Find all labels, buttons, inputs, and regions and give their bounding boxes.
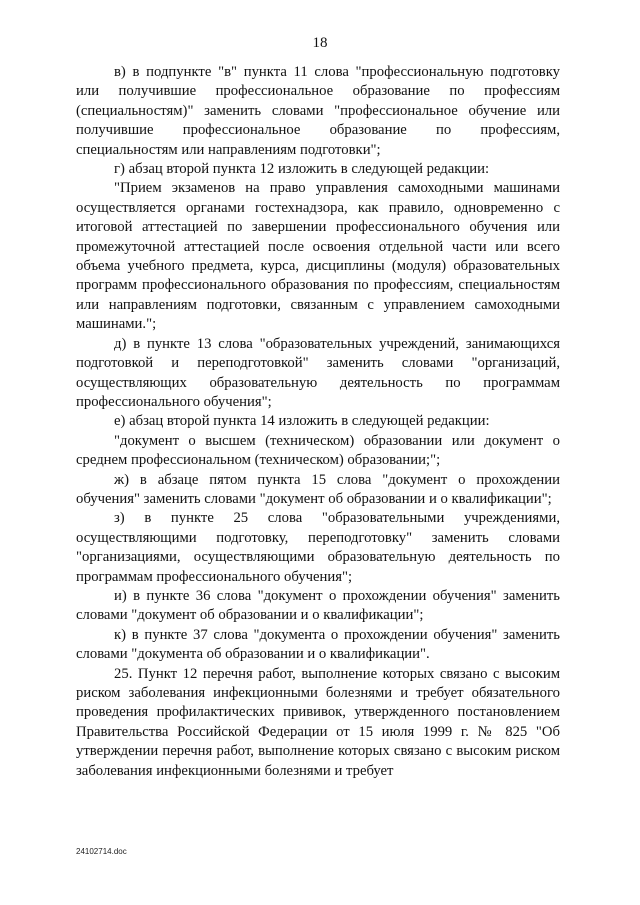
body-text <box>76 63 560 781</box>
paragraph-d: д) в пункте 13 слова "образовательных учреждений, занимающихся подготовкой и переподготовкой" заменить словами "организаций, осуществляющих образовательную деятельность по программам профессионального обучения"; <box>76 335 560 410</box>
paragraph-z: з) в пункте 25 слова "образовательными учреждениями, осуществляющими подготовку, переподготовку" заменить словами "организациями, осуществляющими образовательную деятельность по программам профессионального обучения"; <box>76 510 560 585</box>
paragraph-v: в) в подпункте "в" пункта 11 слова "профессиональную подготовку или получившие профессиональное образование по профессиям (специальностям)" заменить словами "профессиональное обучение или получившие профессиональное образование по профессиям, специальностям или направлениям подготовки"; <box>76 64 560 158</box>
paragraph-i: и) в пункте 36 слова "документ о прохождении обучения" заменить словами "документ об образовании и о квалификации"; <box>76 587 560 624</box>
paragraph-25: 25. Пункт 12 перечня работ, выполнение которых связано с высоким риском заболевания инфекционными болезнями и требует обязательного проведения профилактических прививок, утвержденного постановлением Правительства Российской Федерации от 15 июля 1999 г. № 825 "Об утверждении перечня работ, выполнение которых связано с высоким риском заболевания инфекционными болезнями и требует <box>76 665 560 779</box>
paragraph-zh: ж) в абзаце пятом пункта 15 слова "документ о прохождении обучения" заменить словами "документ об образовании и о квалификации"; <box>76 471 560 507</box>
paragraph-e: е) абзац второй пункта 14 изложить в следующей редакции: <box>114 413 490 430</box>
paragraph-g-quote: "Прием экзаменов на право управления самоходными машинами осуществляется органами гостехнадзора, как правило, одновременно с итоговой аттестацией по завершении профессионального обучения или промежуточной аттестацией после освоения отдельной части или всего объема учебного предмета, курса, дисциплины (модуля) образовательных программ профессионального образования по профессиям, специальностям или направлениям подготовки, связанным с управлением самоходными машинами."; <box>76 180 560 333</box>
paragraph-g: г) абзац второй пункта 12 изложить в следующей редакции: <box>114 161 490 178</box>
paragraph-k: к) в пункте 37 слова "документа о прохождении обучения" заменить словами "документа об образовании и о квалификации". <box>76 626 560 663</box>
paragraph-e-quote: "документ о высшем (техническом) образовании или документ о среднем профессиональном (техническом) образовании;"; <box>76 432 560 469</box>
page-number: 18 <box>312 35 328 51</box>
footer-filename: 24102714.doc <box>76 847 127 856</box>
